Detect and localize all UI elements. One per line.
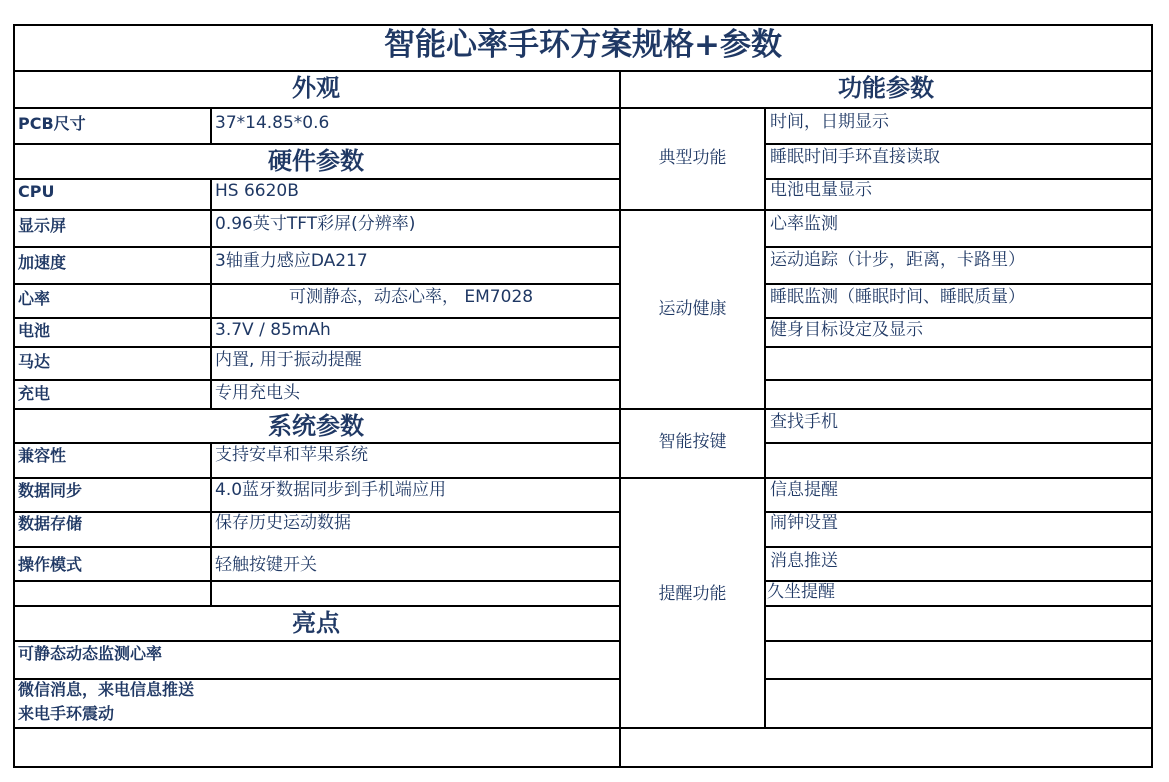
spec-label: 电池: [18, 321, 51, 340]
spec-value: 0.96英寸TFT彩屏(分辨率): [215, 214, 416, 234]
spec-label: 兼容性: [18, 446, 67, 465]
feature-group-name: 运动健康: [658, 299, 727, 319]
feature-item: 查找手机: [770, 412, 838, 432]
section-heading-system: 系统参数: [268, 412, 364, 440]
spec-label: 充电: [18, 384, 51, 403]
spec-sheet: [13, 24, 1153, 768]
section-heading-features: 功能参数: [838, 74, 934, 102]
spec-label: 加速度: [18, 253, 67, 272]
feature-item: 健身目标设定及显示: [770, 320, 923, 340]
spec-value: HS 6620B: [215, 181, 299, 201]
spec-label: 数据存储: [18, 514, 83, 533]
spec-value: 3.7V / 85mAh: [215, 320, 331, 340]
spec-value: 3轴重力感应DA217: [215, 251, 368, 271]
spec-value: 4.0蓝牙数据同步到手机端应用: [215, 480, 447, 500]
highlight-item: 微信消息，来电信息推送: [18, 680, 195, 699]
feature-item: 电池电量显示: [770, 180, 872, 200]
spec-value: 保存历史运动数据: [215, 513, 351, 533]
highlight-item: 可静态动态监测心率: [18, 644, 163, 663]
page-title: 智能心率手环方案规格+参数: [384, 27, 782, 63]
feature-item: 时间，日期显示: [770, 112, 889, 132]
section-heading-appearance: 外观: [292, 74, 340, 102]
feature-item: 睡眠监测（睡眠时间、睡眠质量）: [770, 287, 1025, 307]
highlight-item: 来电手环震动: [18, 704, 115, 723]
spec-label: 显示屏: [18, 216, 67, 235]
spec-value: 内置, 用于振动提醒: [215, 350, 362, 370]
feature-group-name: 提醒功能: [658, 584, 727, 604]
spec-value: 支持安卓和苹果系统: [215, 445, 368, 465]
spec-label: 心率: [18, 289, 51, 308]
spec-value: 轻触按键开关: [215, 555, 317, 575]
section-heading-hardware: 硬件参数: [268, 147, 364, 175]
spec-value: 可测静态，动态心率， EM7028: [289, 287, 534, 307]
spec-label: 马达: [18, 352, 51, 371]
feature-item: 信息提醒: [770, 480, 838, 500]
feature-group-name: 智能按键: [658, 432, 727, 452]
spec-value: 37*14.85*0.6: [215, 113, 330, 133]
feature-group-name: 典型功能: [658, 148, 727, 168]
section-heading-highlights: 亮点: [292, 609, 340, 637]
feature-item: 消息推送: [770, 551, 838, 571]
spec-label: PCB尺寸: [18, 114, 86, 133]
spec-value: 专用充电头: [215, 383, 300, 403]
spec-label: 数据同步: [18, 481, 83, 500]
spec-label: CPU: [18, 182, 55, 201]
feature-item: 睡眠时间手环直接读取: [770, 147, 940, 167]
spec-label: 操作模式: [18, 555, 83, 574]
feature-item: 心率监测: [770, 214, 838, 234]
feature-item: 闹钟设置: [770, 513, 838, 533]
feature-item: 久坐提醒: [767, 582, 835, 602]
feature-item: 运动追踪（计步，距离，卡路里）: [770, 250, 1025, 270]
